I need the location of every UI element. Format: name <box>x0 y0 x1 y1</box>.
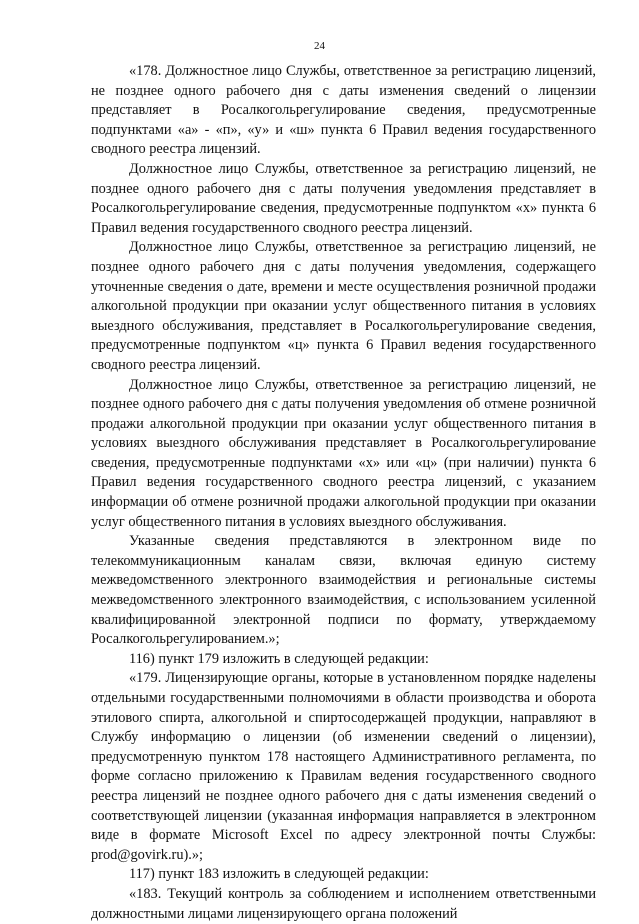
page-number: 24 <box>314 40 325 52</box>
paragraph-179: «179. Лицензирующие органы, которые в установленном порядке наделены отдельными государственными полномочиями в области производства и оборота этилового спирта, алкогольной и спиртосодержащей продукции, направляют в Службу информацию о лицензии (об изменении сведений о лицензии), предусмотренную пунктом 178 настоящего Административного регламента, по форме согласно приложению к Правилам ведения государственного сводного реестра лицензий не позднее одного рабочего дня с даты изменения сведений о соответствующей лицензии (указанная информация направляется в электронном виде в формате Microsoft Excel по адресу электронной почты Службы: prod@govirk.ru).»; <box>91 670 596 863</box>
paragraph-183: «183. Текущий контроль за соблюдением и исполнением ответственными должностными лицами лицензирующего органа положений <box>91 885 596 922</box>
document-body <box>91 62 596 924</box>
paragraph-item-116: 116) пункт 179 изложить в следующей редакции: <box>129 650 429 667</box>
paragraph-178-intro: «178. Должностное лицо Службы, ответственное за регистрацию лицензий, не позднее одного рабочего дня с даты изменения сведений о лицензии представляет в Росалкогольрегулирование сведения, предусмотренные подпунктами «а» - «п», «у» и «ш» пункта 6 Правил ведения государственного сводного реестра лицензий. <box>91 63 596 158</box>
paragraph-cancellation-notification: Должностное лицо Службы, ответственное за регистрацию лицензий, не позднее одного рабочего дня с даты получения уведомления об отмене розничной продажи алкогольной продукции при оказании услуг общественного питания в условиях выездного обслуживания представляет в Росалкогольрегулирование сведения, предусмотренные подпунктами «х» или «ц» (при наличии) пункта 6 Правил ведения государственного сводного реестра лицензий, с указанием информации об отмене розничной продажи алкогольной продукции при оказании услуг общественного питания в условиях выездного обслуживания. <box>91 376 596 530</box>
paragraph-updated-notification: Должностное лицо Службы, ответственное за регистрацию лицензий, не позднее одного рабочего дня с даты получения уведомления, содержащего уточненные сведения о дате, времени и месте осуществления розничной продажи алкогольной продукции при оказании услуг общественного питания в условиях выездного обслуживания, представляет в Росалкогольрегулирование сведения, предусмотренные подпунктом «ц» пункта 6 Правил ведения государственного сводного реестра лицензий. <box>91 239 596 373</box>
paragraph-notification: Должностное лицо Службы, ответственное за регистрацию лицензий, не позднее одного рабочего дня с даты получения уведомления представляет в Росалкогольрегулирование сведения, предусмотренные подпунктом «х» пункта 6 Правил ведения государственного сводного реестра лицензий. <box>91 160 596 236</box>
paragraph-item-117: 117) пункт 183 изложить в следующей редакции: <box>129 866 429 883</box>
paragraph-electronic-submission: Указанные сведения представляются в электронном виде по телекоммуникационным каналам связи, включая единую систему межведомственного электронного взаимодействия и региональные системы межведомственного электронного взаимодействия, с использованием усиленной квалифицированной электронной подписи по формату, утверждаемому Росалкогольрегулированием.»; <box>91 533 596 648</box>
